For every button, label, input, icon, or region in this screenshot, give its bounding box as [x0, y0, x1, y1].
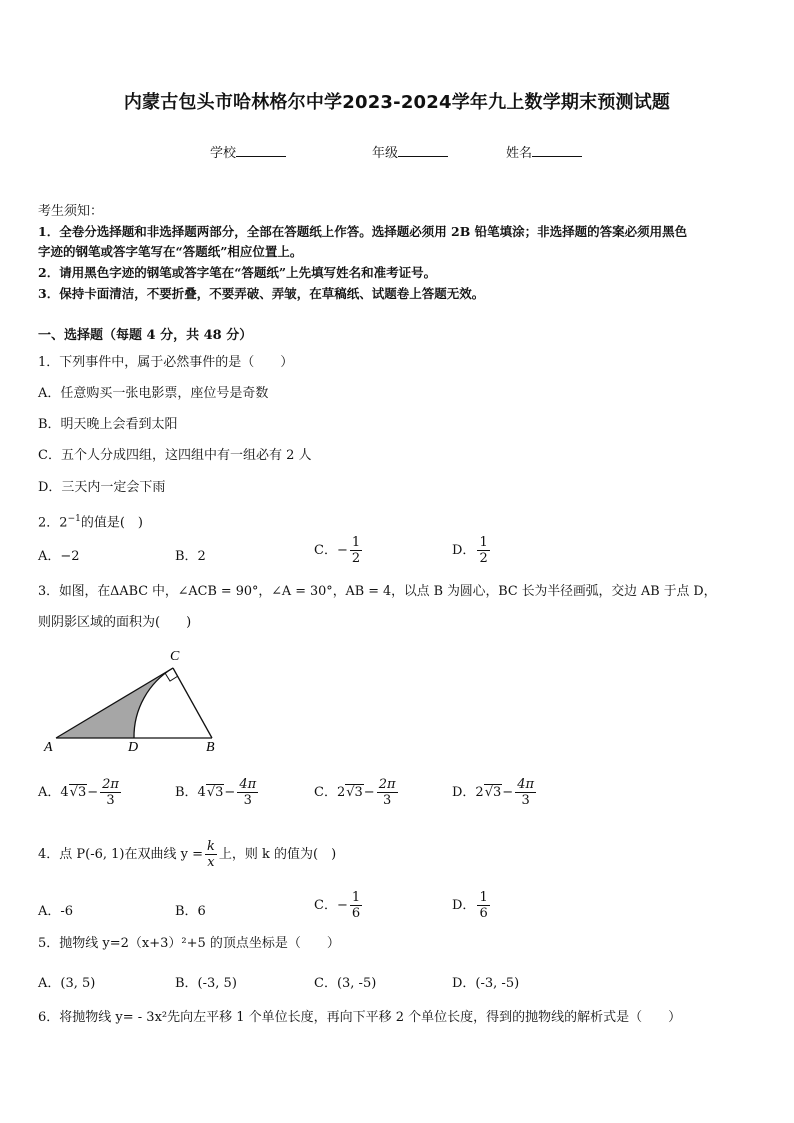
q3-a-sqrt: √3 [69, 785, 87, 800]
q3-b-radicand: 3 [215, 785, 224, 800]
label-d: D [128, 740, 139, 754]
grade-label: 年级 [372, 146, 399, 161]
q3-a-den: 3 [106, 793, 115, 808]
q2-d-fraction [477, 535, 489, 566]
q1-option-b[interactable]: B．明天晚上会看到太阳 [38, 417, 178, 432]
side-bc [173, 668, 212, 738]
school-label: 学校 [210, 146, 237, 161]
q4-pre: 4．点 P(-6, 1)在双曲线 y = [38, 847, 203, 862]
q3-d-radicand: 3 [493, 785, 502, 800]
grade-field [372, 142, 448, 161]
q4-d-fraction [477, 890, 489, 921]
q2-rest: 的值是( ) [80, 515, 143, 531]
q2-c-prefix: C．− [314, 543, 348, 558]
notice-line1b: 字迹的钢笔或答字笔写在“答题纸”相应位置上。 [38, 244, 303, 259]
q3-d-prefix: D．2 [452, 785, 484, 800]
q2-c-num: 1 [351, 535, 361, 550]
q3-c-fraction [377, 777, 398, 808]
q5-option-a[interactable]: A．(3, 5) [38, 976, 96, 991]
notice-line2: 2．请用黑色字迹的钢笔或答字笔在“答题纸”上先填写姓名和准考证号。 [38, 265, 437, 280]
q4-option-b[interactable]: B．6 [175, 904, 206, 919]
grade-blank[interactable] [398, 144, 448, 157]
q3-d-minus: − [502, 785, 514, 800]
q4-d-prefix: D． [452, 898, 476, 913]
q5-option-b[interactable]: B．(-3, 5) [175, 976, 237, 991]
name-field [506, 142, 582, 161]
triangle-figure [40, 644, 230, 754]
q3-d-fraction [515, 777, 536, 808]
name-blank[interactable] [532, 144, 582, 157]
q3-b-num: 4π [239, 777, 257, 792]
q2-base: 2 [59, 515, 68, 531]
q3-a-fraction [100, 777, 121, 808]
notice-line1a: 1．全卷分选择题和非选择题两部分，全部在答题纸上作答。选择题必须用 2B 铅笔填涂；非选择题的答案必须用黑色 [38, 224, 688, 239]
q3-option-c[interactable] [314, 777, 400, 808]
q3-d-den: 3 [521, 793, 530, 808]
label-c: C [170, 649, 180, 664]
q3-stem-line1: 3．如图，在ΔABC 中，∠ACB = 90°，∠A = 30°，AB = 4，以点 B 为圆心，BC 长为半径画弧，交边 AB 于点 D， [38, 584, 717, 599]
q3-d-sqrt: √3 [484, 785, 502, 800]
q2-d-prefix: D． [452, 543, 476, 558]
q4-option-d[interactable] [452, 890, 492, 921]
label-a: A [44, 740, 53, 754]
q4-k: k [207, 839, 215, 854]
q3-stem-line2: 则阴影区域的面积为( ) [38, 615, 192, 630]
q1-option-d[interactable]: D．三天内一定会下雨 [38, 480, 166, 495]
notice-line3: 3．保持卡面清洁，不要折叠，不要弄破、弄皱，在草稿纸、试题卷上答题无效。 [38, 286, 485, 301]
q3-d-num: 4π [517, 777, 535, 792]
q3-c-prefix: C．2 [314, 785, 346, 800]
q4-d-num: 1 [479, 890, 488, 905]
q4-d-den: 6 [479, 906, 488, 921]
q2-d-den: 2 [479, 551, 488, 566]
q3-c-radicand: 3 [354, 785, 363, 800]
q2-option-c[interactable] [314, 535, 364, 566]
q3-option-a[interactable] [38, 777, 123, 808]
q5-option-c[interactable]: C．(3, -5) [314, 976, 377, 991]
q3-a-num: 2π [102, 777, 119, 792]
q2-c-den: 2 [351, 551, 361, 566]
q4-option-a[interactable]: A．-6 [38, 904, 74, 919]
q3-option-d[interactable] [452, 777, 538, 808]
q2-option-a[interactable]: A．−2 [38, 549, 80, 564]
q2-option-d[interactable] [452, 535, 492, 566]
q4-c-fraction [350, 890, 362, 921]
q2-d-num: 1 [479, 535, 488, 550]
q3-b-den: 3 [243, 793, 252, 808]
school-blank[interactable] [236, 144, 286, 157]
q5-stem: 5．抛物线 y=2（x+3）²+5 的顶点坐标是（ ） [38, 936, 340, 951]
q4-c-prefix: C．− [314, 898, 348, 913]
q5-option-d[interactable]: D．(-3, -5) [452, 976, 520, 991]
q3-a-prefix: A．4 [38, 785, 69, 800]
label-b: B [206, 740, 215, 754]
q3-c-num: 2π [378, 777, 396, 792]
section-heading: 一、选择题（每题 4 分，共 48 分） [38, 328, 253, 343]
q3-c-minus: − [363, 785, 375, 800]
q1-stem: 1．下列事件中，属于必然事件的是（ ） [38, 355, 294, 370]
q4-x: x [207, 855, 215, 870]
q3-option-b[interactable] [175, 777, 260, 808]
q4-stem [38, 838, 336, 872]
name-label: 姓名 [506, 146, 533, 161]
q6-stem: 6．将抛物线 y= - 3x²先向左平移 1 个单位长度，再向下平移 2 个单位长度，得到的抛物线的解析式是（ ） [38, 1010, 682, 1025]
q3-b-minus: − [224, 785, 236, 800]
q3-a-radicand: 3 [77, 785, 87, 800]
q4-post: 上，则 k 的值为( ) [218, 847, 337, 862]
school-field [210, 142, 286, 161]
q1-option-c[interactable]: C．五个人分成四组，这四组中有一组必有 2 人 [38, 448, 312, 463]
q3-c-den: 3 [382, 793, 392, 808]
q2-exponent: −1 [67, 514, 81, 524]
q4-option-c[interactable] [314, 890, 364, 921]
q2-option-b[interactable]: B．2 [175, 549, 206, 564]
q3-b-sqrt: √3 [206, 785, 224, 800]
q1-option-a[interactable]: A．任意购买一张电影票，座位号是奇数 [38, 386, 269, 401]
q2-c-fraction [350, 535, 362, 566]
notice-heading: 考生须知： [38, 204, 104, 219]
q4-fraction [205, 839, 217, 870]
q3-b-fraction [237, 777, 258, 808]
q3-b-prefix: B．4 [175, 785, 206, 800]
q3-a-minus: − [87, 785, 99, 800]
q4-c-den: 6 [351, 906, 361, 921]
q3-c-sqrt: √3 [346, 785, 363, 800]
q2-number: 2． [38, 515, 60, 531]
q2-stem [38, 509, 143, 533]
exam-title: 内蒙古包头市哈林格尔中学2023-2024学年九上数学期末预测试题 [123, 92, 671, 113]
q4-c-num: 1 [351, 890, 361, 905]
